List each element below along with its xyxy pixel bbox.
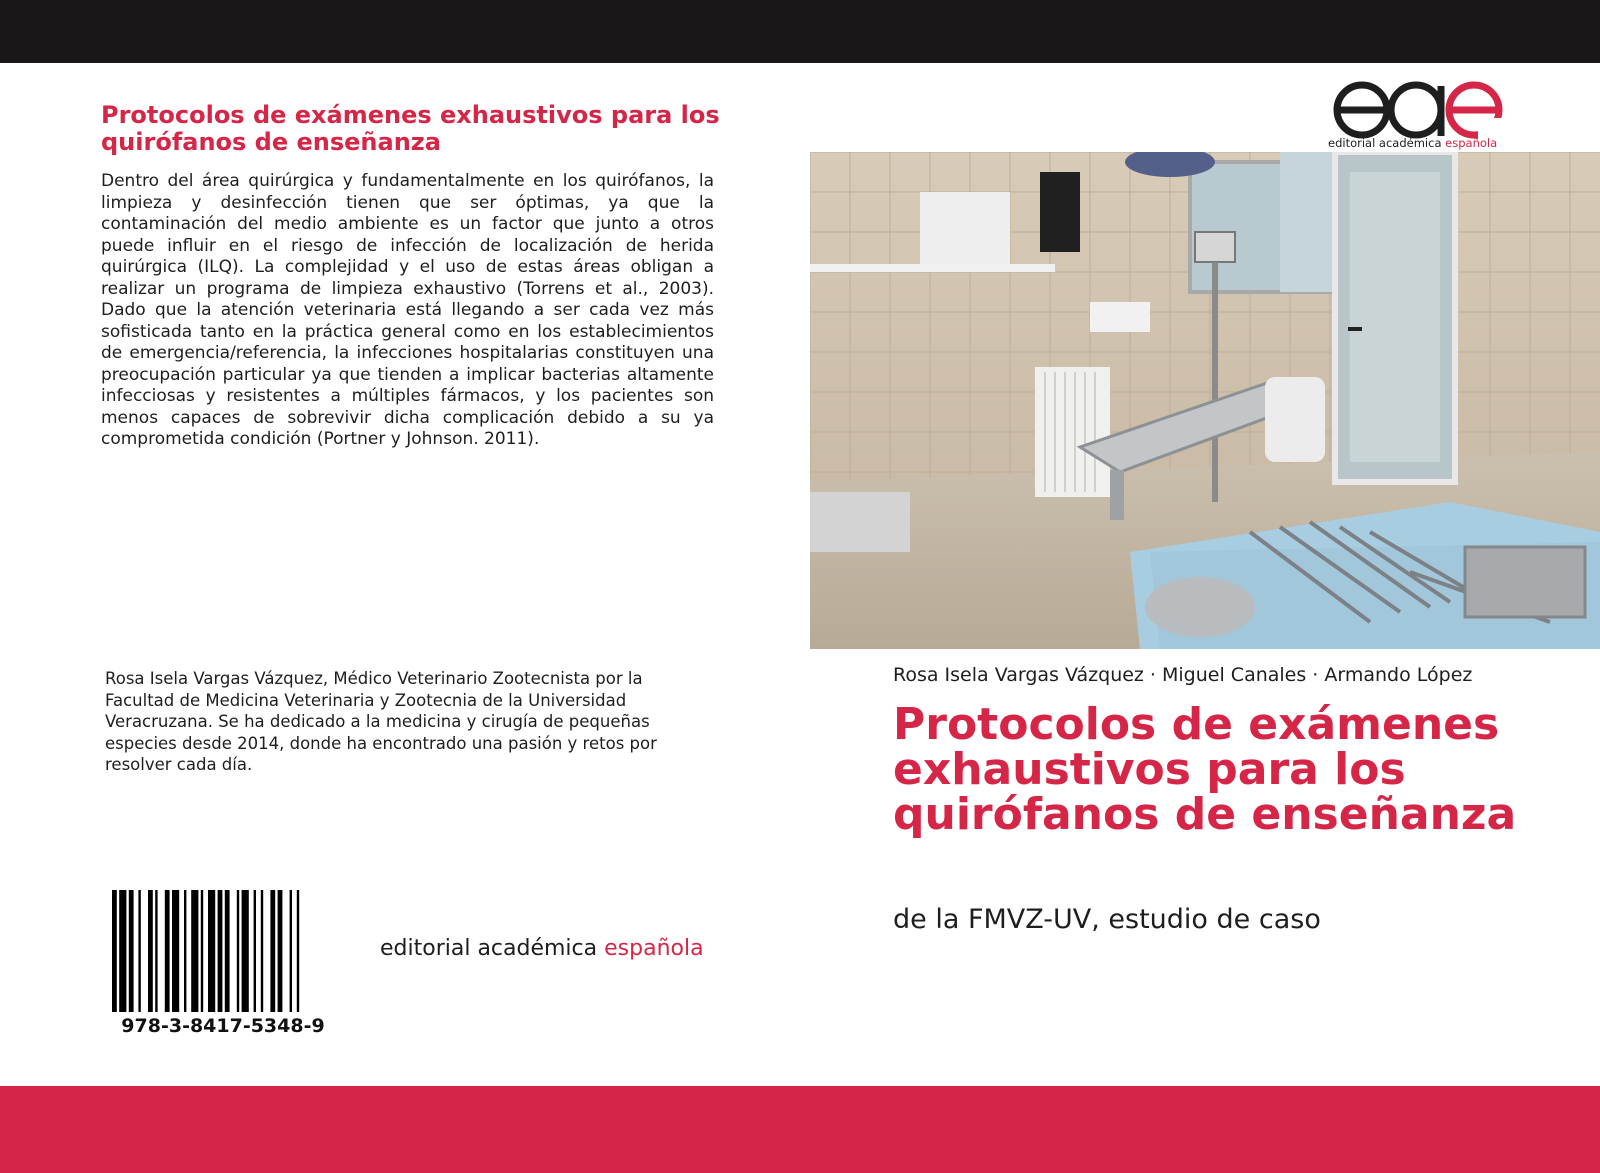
top-dark-band <box>0 0 1600 63</box>
bottom-accent-band <box>0 1086 1600 1173</box>
publisher-name-accent: española <box>604 936 704 961</box>
logo-caption-accent: española <box>1445 136 1498 150</box>
logo-caption-main: editorial académica <box>1328 136 1446 150</box>
front-cover-subtitle: de la FMVZ-UV, estudio de caso <box>893 904 1321 935</box>
front-cover-title: Protocolos de exámenes exhaustivos para los quirófanos de enseñanza <box>893 699 1517 840</box>
front-cover-authors: Rosa Isela Vargas Vázquez · Miguel Canales · Armando López <box>893 664 1473 686</box>
back-cover-title: Protocolos de exámenes exhaustivos para los quirófanos de enseñanza <box>101 101 720 156</box>
barcode <box>112 890 334 1012</box>
logo-caption <box>1328 136 1510 150</box>
operating-room-photo <box>810 152 1600 649</box>
isbn-number: 978-3-8417-5348-9 <box>121 1015 325 1037</box>
back-cover-blurb: Dentro del área quirúrgica y fundamentalmente en los quirófanos, la limpieza y desinfección tienen que ser óptimas, ya que la contaminación del medio ambiente es un factor que junto a otros puede influir en el riesgo de infección de localización de herida quirúrgica (ILQ). La complejidad y el uso de estas áreas obligan a realizar un programa de limpieza exhaustivo (Torrens et al., 2003). Dado que la atención veterinaria está llegando a ser cada vez más sofisticada tanto en la práctica general como en los establecimientos de emergencia/referencia, la infecciones hospitalarias constituyen una preocupación particular ya que tienden a implicar bacterias altamente infecciosas y resistentes a múltiples fármacos, y los pacientes son menos capaces de sobrevivir dicha complicación debido a su ya comprometida condición (Portner y Johnson. 2011). <box>101 171 714 449</box>
publisher-name: editorial académica <box>380 936 605 961</box>
publisher-wordmark-back <box>380 936 704 961</box>
author-bio: Rosa Isela Vargas Vázquez, Médico Veterinario Zootecnista por la Facultad de Medicina Veterinaria y Zootecnia de la Universidad Veracruzana. Se ha dedicado a la medicina y cirugía de pequeñas especies desde 2014, donde ha encontrado una pasión y retos por resolver cada día. <box>105 669 657 774</box>
